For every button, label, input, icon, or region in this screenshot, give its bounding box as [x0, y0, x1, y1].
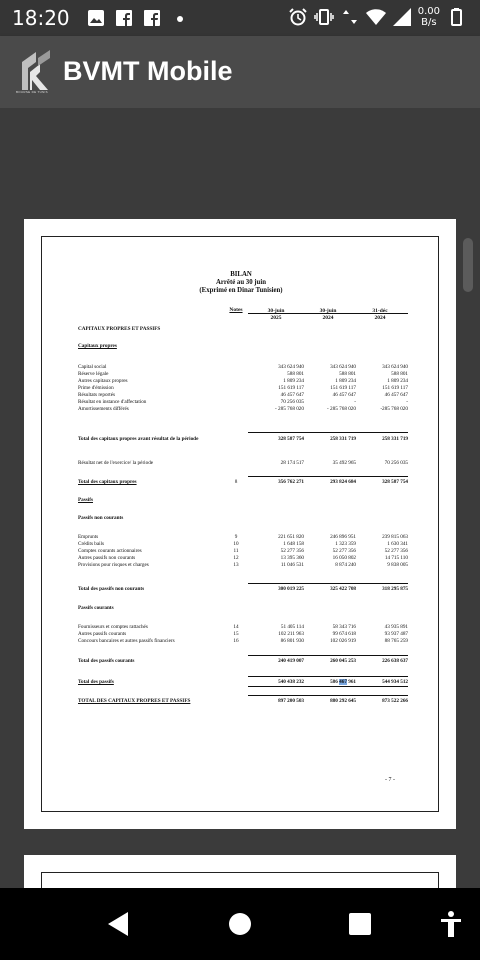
row-value-c3: 52 277 356 — [384, 548, 408, 554]
row-value-c1: 343 624 940 — [278, 364, 304, 370]
row-note: 9 — [234, 534, 238, 540]
row-value-c1: 102 211 963 — [278, 631, 304, 637]
bvmt-logo — [16, 48, 60, 96]
row-value-c3: 151 619 117 — [382, 385, 408, 391]
row-value-c3: 226 638 637 — [382, 658, 408, 664]
row-value-c3: 9 838 005 — [387, 562, 408, 568]
row-value-c3: 43 935 891 — [384, 624, 408, 630]
doc-title: BILAN — [230, 271, 252, 278]
row-value-c2: 58 343 716 — [332, 624, 356, 630]
page-frame — [41, 872, 439, 888]
row-value-c3: 1 630 341 — [387, 541, 408, 547]
row-value-c1: 588 801 — [287, 371, 304, 377]
navigation-bar — [0, 888, 480, 960]
row-value-c1: 52 277 356 — [280, 548, 304, 554]
row-value-c3: 93 937 487 — [384, 631, 408, 637]
row-label: Fournisseurs et comptes rattachés — [78, 624, 148, 630]
network-speed: 0.00 B/s — [417, 6, 440, 28]
row-value-c3: 318 295 875 — [382, 586, 408, 592]
row-label: Résultat net de l'exercice/ la période — [78, 460, 154, 466]
recents-icon[interactable] — [348, 910, 372, 938]
pdf-viewer[interactable] — [0, 108, 480, 888]
row-label: TOTAL DES CAPITAUX PROPRES ET PASSIFS — [78, 698, 191, 704]
status-bar — [0, 0, 480, 36]
scrollbar-thumb[interactable] — [463, 238, 473, 292]
row-value-c1: 240 419 007 — [278, 658, 304, 664]
row-value-c2: - — [354, 399, 356, 405]
row-value-c1: 51 405 114 — [280, 624, 304, 630]
signal-icon — [392, 7, 412, 27]
col-notes-header: Notes — [229, 307, 243, 313]
row-label: Crédits bails — [78, 541, 105, 547]
row-label: Emprunts — [78, 534, 99, 540]
total-rule — [248, 655, 408, 656]
row-value-c2: 343 624 940 — [330, 364, 356, 370]
row-label: Autres passifs courants — [78, 631, 127, 637]
row-label: Amortissements différés — [78, 406, 129, 412]
row-value-c2: 35 492 965 — [332, 460, 356, 466]
row-value-c2: 586 467 961 — [330, 679, 356, 685]
row-value-c1: 13 395 360 — [280, 555, 304, 561]
page-number: - 7 - — [385, 777, 395, 783]
header-rule — [248, 313, 408, 314]
back-icon[interactable] — [106, 910, 130, 938]
total-rule — [248, 676, 408, 677]
total-rule — [248, 476, 408, 477]
row-note: 13 — [233, 562, 239, 568]
row-value-c3: 258 331 719 — [382, 436, 408, 442]
row-value-c1: 151 619 117 — [278, 385, 304, 391]
wifi-icon — [366, 7, 386, 27]
row-value-c2: 293 824 684 — [330, 479, 356, 485]
total-rule — [248, 432, 408, 433]
total-rule — [248, 686, 408, 687]
row-value-c3: 88 765 259 — [384, 638, 408, 644]
row-value-c2: 588 801 — [339, 371, 356, 377]
row-label: Total des capitaux propres avant résultat de la période — [78, 436, 199, 442]
row-label: Total des passifs non courants — [78, 586, 145, 592]
row-label: Provisions pour risques et charges — [78, 562, 149, 568]
total-rule — [248, 583, 408, 584]
row-value-c2: 52 277 356 — [332, 548, 356, 554]
col-header-c1-date: 30-juin — [267, 308, 285, 314]
row-value-c1: 11 046 531 — [280, 562, 304, 568]
row-value-c1: 300 019 225 — [278, 586, 304, 592]
pdf-page[interactable] — [24, 219, 456, 829]
image-icon — [86, 8, 106, 28]
row-value-c1: 328 587 754 — [278, 436, 304, 442]
logo-caption: BOURSE DE TUNIS — [16, 90, 48, 94]
status-time: 18:20 — [12, 6, 70, 30]
col-header-c3-year: 2024 — [374, 315, 386, 321]
facebook-icon — [142, 8, 162, 28]
row-value-c1: 86 801 930 — [280, 638, 304, 644]
data-arrows-icon — [340, 7, 360, 27]
row-value-c3: 588 801 — [391, 371, 408, 377]
row-value-c3: 328 587 754 — [382, 479, 408, 485]
row-value-c3: 1 809 234 — [387, 378, 408, 384]
row-value-c2: 260 045 253 — [330, 658, 356, 664]
row-note: 14 — [233, 624, 239, 630]
app-bar — [0, 36, 480, 108]
row-label: Total des capitaux propres — [78, 479, 137, 485]
row-value-c2: 8 874 240 — [335, 562, 356, 568]
battery-icon — [446, 7, 466, 27]
row-note: 15 — [233, 631, 239, 637]
row-value-c2: 151 619 117 — [330, 385, 356, 391]
balance-sheet — [41, 236, 439, 812]
facebook-icon — [114, 8, 134, 28]
row-value-c3: - — [406, 399, 408, 405]
row-value-c2: 1 323 359 — [335, 541, 356, 547]
row-label: Autres capitaux propres — [78, 378, 128, 384]
accessibility-icon[interactable] — [440, 910, 462, 938]
row-value-c1: 28 174 517 — [280, 460, 304, 466]
col-header-c2-date: 30-juin — [319, 308, 337, 314]
row-label: Comptes courants actionnaires — [78, 548, 142, 554]
total-rule — [248, 695, 408, 696]
pdf-page-next[interactable] — [24, 855, 456, 888]
row-value-c2: 99 674 618 — [332, 631, 356, 637]
row-label: Prime d'émission — [78, 385, 114, 391]
col-header-c3-date: 31-déc — [372, 308, 388, 314]
row-label: Passifs non courants — [78, 515, 124, 521]
app-title: BVMT Mobile — [63, 56, 233, 86]
row-value-c1: 540 438 232 — [278, 679, 304, 685]
row-label: Capitaux propres — [78, 343, 117, 349]
alarm-icon — [288, 7, 308, 27]
row-note: 8 — [234, 479, 238, 485]
doc-subtitle: Arrêté au 30 juin — [215, 279, 267, 286]
row-value-c1: 1 809 234 — [283, 378, 304, 384]
row-value-c1: 897 200 503 — [278, 698, 304, 704]
col-header-c2-year: 2024 — [322, 315, 334, 321]
row-label: Total des passifs — [78, 679, 114, 685]
row-value-c3: 14 715 110 — [384, 555, 408, 561]
row-value-c2: 325 422 708 — [330, 586, 356, 592]
row-value-c2: 1 809 234 — [335, 378, 356, 384]
row-label: Capital social — [78, 364, 107, 370]
row-value-c2: 246 896 951 — [330, 534, 356, 540]
row-value-c1: 221 651 820 — [278, 534, 304, 540]
row-value-c1: 1 648 158 — [283, 541, 304, 547]
row-value-c1: 70 256 035 — [280, 399, 304, 405]
row-note: 10 — [233, 541, 239, 547]
col-header-c1-year: 2025 — [270, 315, 282, 321]
home-icon[interactable] — [228, 910, 252, 938]
row-label: Autres passifs non courants — [78, 555, 136, 561]
row-label: Total des passifs courants — [78, 658, 135, 664]
row-value-c2: - 285 768 020 — [327, 406, 356, 412]
row-label: Passifs — [78, 497, 93, 503]
row-value-c1: 356 762 271 — [278, 479, 304, 485]
row-value-c2: 258 331 719 — [330, 436, 356, 442]
section-title: CAPITAUX PROPRES ET PASSIFS — [78, 326, 161, 332]
dot-icon — [170, 8, 190, 28]
row-value-c1: - 285 768 020 — [275, 406, 304, 412]
row-value-c2: 16 050 802 — [332, 555, 356, 561]
row-value-c3: 873 522 266 — [382, 698, 408, 704]
doc-currency-note: (Exprimé en Dinar Tunisien) — [199, 287, 283, 294]
row-value-c2: 880 292 645 — [330, 698, 356, 704]
row-value-c3: -285 768 020 — [380, 406, 408, 412]
vibrate-icon — [314, 7, 334, 27]
selected-text[interactable]: 467 — [339, 679, 347, 685]
row-note: 16 — [233, 638, 239, 644]
row-value-c1: 46 457 647 — [280, 392, 304, 398]
row-value-c3: 343 624 940 — [382, 364, 408, 370]
row-note: 11 — [233, 548, 239, 554]
row-label: Passifs courants — [78, 605, 114, 611]
row-note: 12 — [233, 555, 239, 561]
row-label: Réserve légale — [78, 371, 109, 377]
row-value-c3: 544 934 512 — [382, 679, 408, 685]
row-value-c2: 102 026 919 — [330, 638, 356, 644]
row-value-c3: 70 256 035 — [384, 460, 408, 466]
row-value-c2: 46 457 647 — [332, 392, 356, 398]
row-value-c3: 239 815 063 — [382, 534, 408, 540]
row-value-c3: 46 457 647 — [384, 392, 408, 398]
row-label: Résultat en instance d'affectation — [78, 399, 147, 405]
row-label: Concours bancaires et autres passifs financiers — [78, 638, 175, 644]
row-label: Résultats reportés — [78, 392, 116, 398]
